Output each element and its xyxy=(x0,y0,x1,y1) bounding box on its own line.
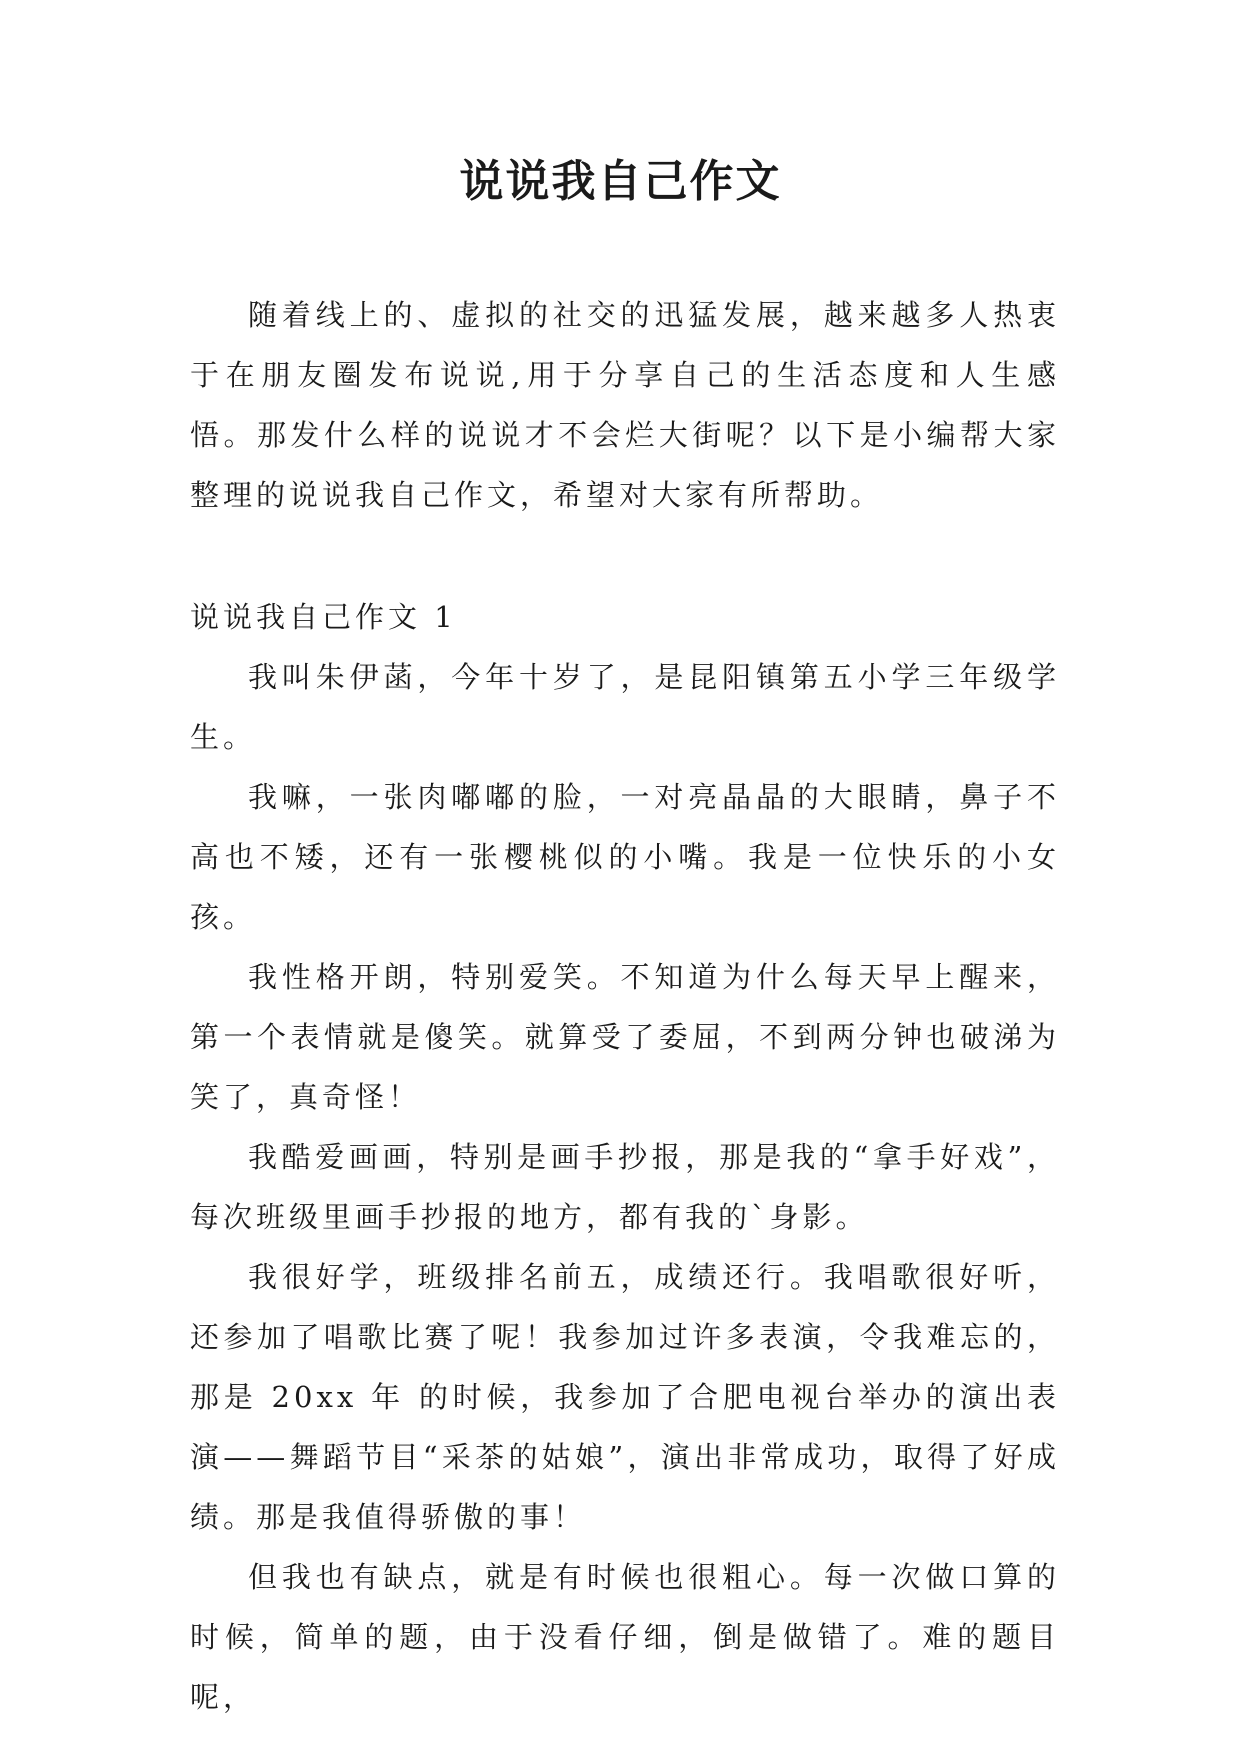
body-paragraph-3: 我性格开朗，特别爱笑。不知道为什么每天早上醒来，第一个表情就是傻笑。就算受了委屈，不到两分钟也破涕为笑了，真奇怪！ xyxy=(190,960,1060,1114)
document-body xyxy=(190,285,1060,1727)
document-title: 说说我自己作文 xyxy=(459,156,782,207)
intro-paragraph: 随着线上的、虚拟的社交的迅猛发展，越来越多人热衷于在朋友圈发布说说,用于分享自己的生活态度和人生感悟。那发什么样的说说才不会烂大街呢？以下是小编帮大家整理的说说我自己作文，希望对大家有所帮助。 xyxy=(190,298,1060,512)
section-heading: 说说我自己作文 1 xyxy=(190,600,457,634)
body-paragraph-1: 我叫朱伊菡，今年十岁了，是昆阳镇第五小学三年级学生。 xyxy=(190,660,1060,754)
body-paragraph-6: 但我也有缺点，就是有时候也很粗心。每一次做口算的时候，简单的题，由于没看仔细，倒是做错了。难的题目呢， xyxy=(190,1560,1060,1714)
body-paragraph-5: 我很好学，班级排名前五，成绩还行。我唱歌很好听，还参加了唱歌比赛了呢！我参加过许多表演，令我难忘的，那是 20xx 年 的时候，我参加了合肥电视台举办的演出表演——舞蹈节目“采茶的姑娘”，演出非常成功，取得了好成绩。那是我值得骄傲的事！ xyxy=(190,1260,1060,1534)
body-paragraph-4: 我酷爱画画，特别是画手抄报，那是我的“拿手好戏”，每次班级里画手抄报的地方，都有我的`身影。 xyxy=(190,1140,1060,1234)
body-paragraph-2: 我嘛，一张肉嘟嘟的脸，一对亮晶晶的大眼睛，鼻子不高也不矮，还有一张樱桃似的小嘴。我是一位快乐的小女孩。 xyxy=(190,780,1060,934)
